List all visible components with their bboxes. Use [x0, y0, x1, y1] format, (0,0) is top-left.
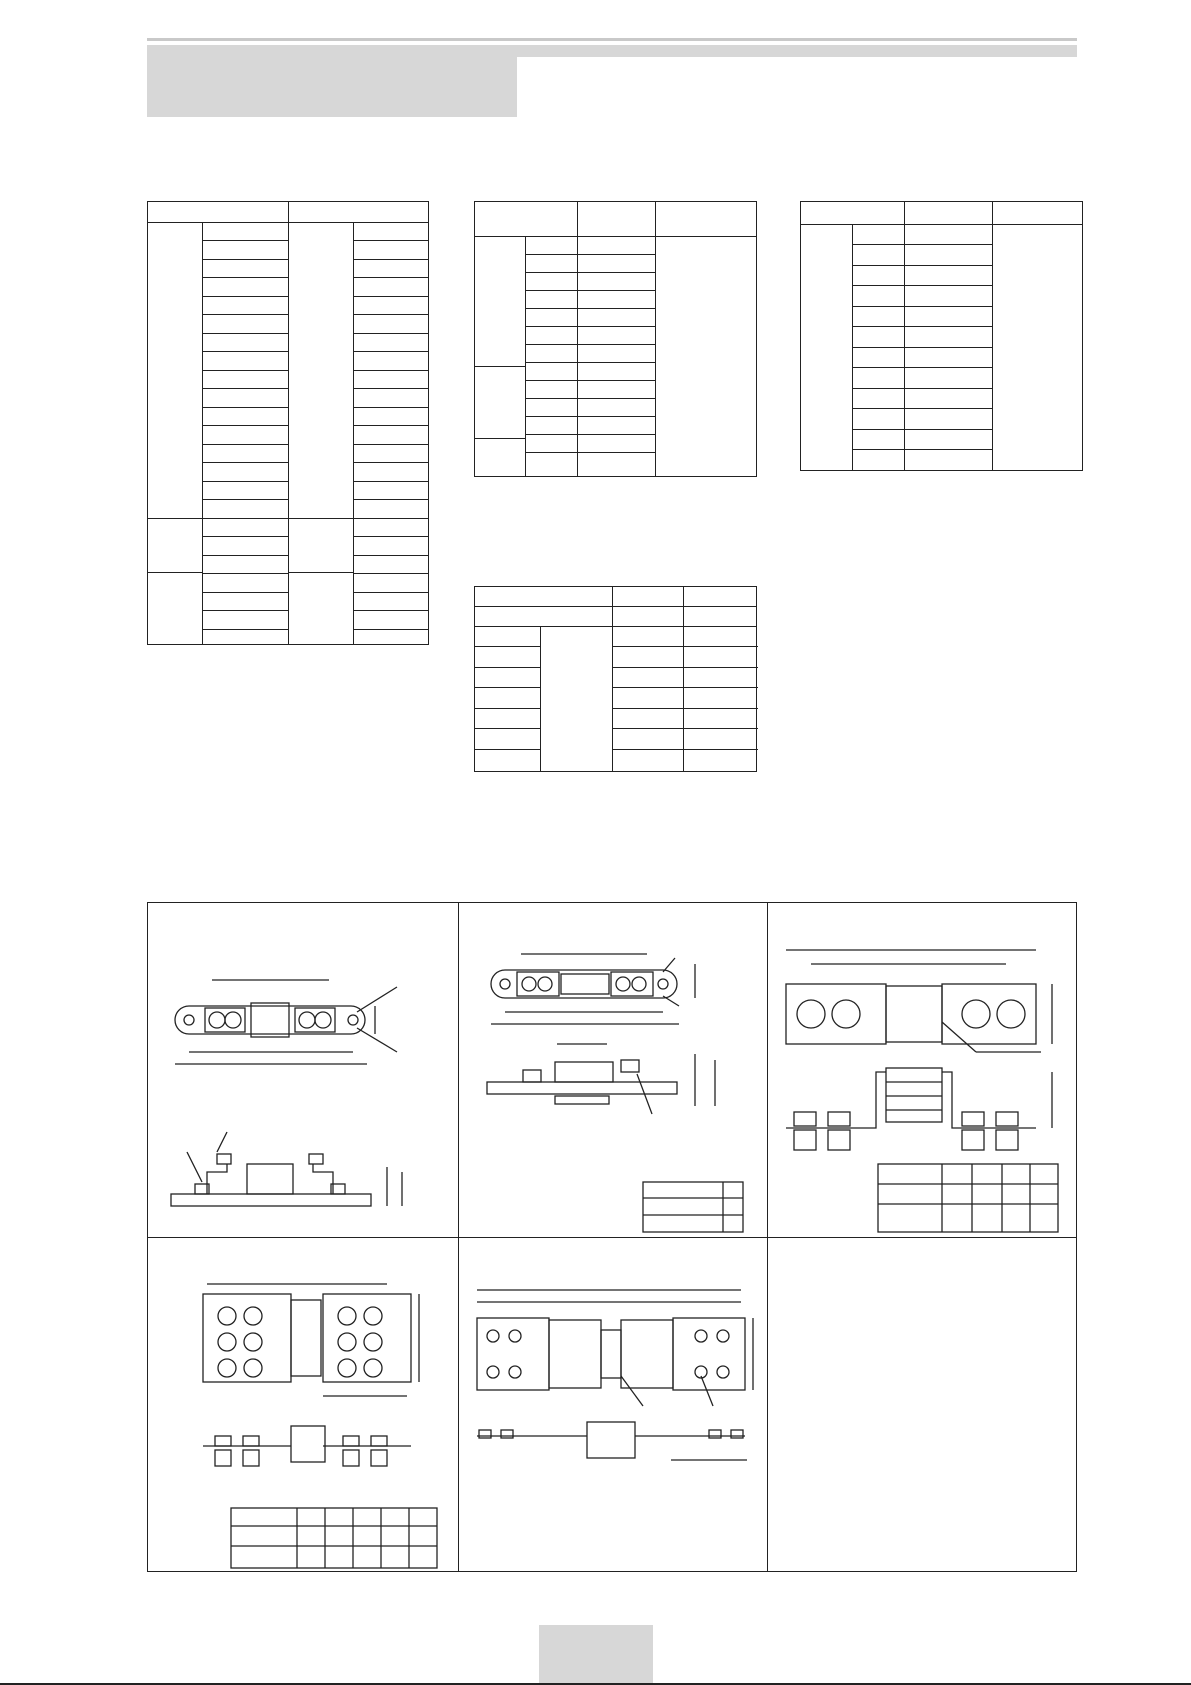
table-row-line	[202, 407, 288, 408]
table-row-line	[202, 370, 288, 371]
table-row-line	[353, 555, 429, 556]
table-row-line	[202, 444, 288, 445]
table-row-line	[353, 351, 429, 352]
table-row-line	[525, 434, 655, 435]
table-row-line	[353, 388, 429, 389]
table-row-line	[525, 272, 655, 273]
table-row-line	[202, 518, 288, 519]
table-row-line	[852, 347, 992, 348]
table-row-line	[852, 367, 992, 368]
section-title-box	[147, 45, 517, 117]
table-row-line	[852, 326, 992, 327]
table-center-top	[474, 201, 757, 477]
shunt-drawing-2	[457, 902, 767, 1236]
table-row-line	[525, 308, 655, 309]
table-row-line	[353, 629, 429, 630]
table-row-line	[852, 408, 992, 409]
table-row-line	[525, 380, 655, 381]
table-row-line	[612, 687, 758, 688]
table-row-line	[525, 416, 655, 417]
table-row-line	[202, 555, 288, 556]
table-row-line	[475, 749, 540, 750]
table-row-line	[202, 425, 288, 426]
page-number-tab	[539, 1625, 653, 1685]
shunt-drawing-1	[147, 902, 457, 1236]
table-row-line	[202, 388, 288, 389]
table-row-line	[353, 518, 429, 519]
table-right	[800, 201, 1083, 471]
table-row-line	[202, 240, 288, 241]
table-row-line	[353, 573, 429, 574]
table-row-line	[353, 592, 429, 593]
table-row-line	[202, 573, 288, 574]
table-row-line	[202, 462, 288, 463]
table-row-line	[852, 429, 992, 430]
table-row-line	[525, 326, 655, 327]
table-row-line	[353, 499, 429, 500]
table-row-line	[353, 481, 429, 482]
table-row-line	[612, 708, 758, 709]
table-row-line	[525, 344, 655, 345]
table-row-line	[202, 296, 288, 297]
table-row-line	[525, 362, 655, 363]
table-row-line	[475, 438, 525, 439]
table-row-line	[525, 290, 655, 291]
table-row-line	[852, 449, 992, 450]
table-row-line	[525, 254, 655, 255]
table-row-line	[202, 610, 288, 611]
table-row-line	[852, 244, 992, 245]
table-row-line	[475, 667, 540, 668]
table-row-line	[475, 708, 540, 709]
table-row-line	[353, 536, 429, 537]
section-title-bar	[517, 45, 1077, 57]
table-row-line	[353, 425, 429, 426]
table-row-line	[288, 518, 353, 519]
table-row-line	[353, 333, 429, 334]
table-row-line	[475, 366, 525, 367]
table-row-line	[202, 351, 288, 352]
table-row-line	[852, 388, 992, 389]
shunt-drawing-5	[457, 1236, 767, 1572]
table-left	[147, 201, 429, 645]
table-row-line	[148, 518, 202, 519]
table-row-line	[475, 687, 540, 688]
table-row-line	[353, 240, 429, 241]
table-row-line	[612, 749, 758, 750]
table-row-line	[353, 407, 429, 408]
table-row-line	[148, 572, 202, 573]
top-rule	[147, 38, 1077, 41]
table-row-line	[612, 667, 758, 668]
shunt-drawing-4	[147, 1236, 457, 1572]
table-row-line	[353, 314, 429, 315]
table-row-line	[202, 481, 288, 482]
table-row-line	[202, 629, 288, 630]
table-row-line	[202, 314, 288, 315]
shunt-drawing-3	[766, 902, 1077, 1236]
table-row-line	[475, 728, 540, 729]
table-row-line	[353, 462, 429, 463]
table-row-line	[353, 444, 429, 445]
table-row-line	[202, 277, 288, 278]
table-row-line	[852, 285, 992, 286]
table-row-line	[852, 306, 992, 307]
table-row-line	[353, 259, 429, 260]
table-row-line	[202, 333, 288, 334]
table-row-line	[852, 265, 992, 266]
table-row-line	[202, 499, 288, 500]
table-row-line	[288, 572, 353, 573]
table-row-line	[202, 592, 288, 593]
table-row-line	[353, 296, 429, 297]
table-row-line	[612, 646, 758, 647]
table-row-line	[353, 610, 429, 611]
table-center-bottom	[474, 586, 757, 772]
table-row-line	[353, 277, 429, 278]
table-row-line	[612, 728, 758, 729]
table-row-line	[353, 370, 429, 371]
table-row-line	[202, 536, 288, 537]
table-row-line	[475, 646, 540, 647]
table-row-line	[525, 452, 655, 453]
table-row-line	[202, 259, 288, 260]
table-row-line	[525, 398, 655, 399]
